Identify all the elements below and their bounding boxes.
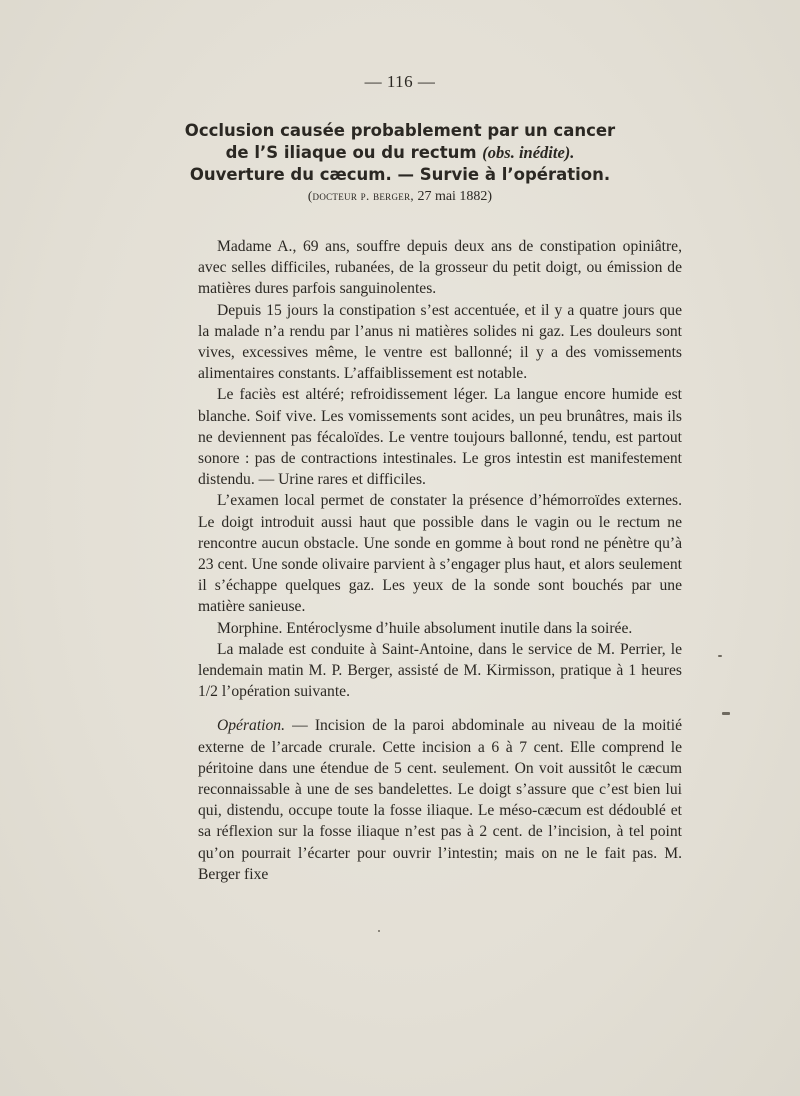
operation-text: — Incision de la paroi abdominale au niveau de la moitié externe de l’arcade crurale. Cette incision a 6 à 7 cent. Elle comprend le péritoine dans une étendue de 5 cent. seulement. On voit aussitôt le cæcum reconnaissable à une de ses bandelettes. Le doigt s’assure que c’est bien lui qui, distendu, occupe toute la fosse iliaque. Le méso-cæcum est dédoublé et sa réflexion sur la fosse iliaque n’est pas à 2 cent. de l’incision, à tel point qu’on pourrait l’écarter pour ouvrir l’intestin; mais on ne le fait pas. M. Berger fixe — [198, 717, 682, 883]
paragraph: L’examen local permet de constater la présence d’hémorroïdes externes. Le doigt introduit aussi haut que possible dans le vagin ou le rectum ne rencontre aucun obstacle. Une sonde en gomme à bout rond ne pénètre qu’à 23 cent. Une sonde olivaire parvient à s’engager plus haut, et alors seulement il s’échappe quelques gaz. Les yeux de la sonde sont bouchés par une matière sanieuse. — [198, 492, 682, 616]
body-text — [198, 236, 682, 885]
paragraph: Morphine. Entéroclysme d’huile absolument inutile dans la soirée. — [217, 619, 633, 637]
operation-paragraph — [198, 715, 682, 885]
operation-label: Opération. — [217, 717, 286, 735]
title-line-2 — [150, 142, 650, 164]
byline — [0, 188, 800, 205]
paragraph: Madame A., 69 ans, souffre depuis deux ans de constipation opiniâtre, avec selles difficiles, rubanées, de la grosseur du petit doigt, ou émission de matières dures parfois sanguinolentes. — [198, 238, 682, 298]
paragraph: Le faciès est altéré; refroidissement léger. La langue encore humide est blanche. Soif vive. Les vomissements sont acides, un peu brunâtres, mais ils ne deviennent pas fécaloïdes. Le ventre toujours ballonné, tendu, est partout sonore : pas de contractions intestinales. Le gros intestin est manifestement distendu. — Urine rares et difficiles. — [198, 386, 682, 489]
paragraph: La malade est conduite à Saint-Antoine, dans le service de M. Perrier, le lendemain matin M. P. Berger, assisté de M. Kirmisson, pratique à 1 heures 1/2 l’opération suivante. — [198, 640, 682, 701]
paper-speck — [718, 655, 722, 657]
paper-speck — [722, 712, 730, 715]
byline-date: 27 mai 1882) — [417, 189, 493, 204]
byline-author: (docteur p. berger, — [307, 188, 414, 203]
title-line-2-main: de l’S iliaque ou du rectum — [225, 143, 477, 162]
paper-speck — [378, 930, 380, 932]
title-line-1: Occlusion causée probablement par un cancer — [184, 121, 616, 140]
title-note: (obs. inédite). — [482, 143, 575, 162]
observation-title — [150, 120, 650, 186]
title-line-3: Ouverture du cæcum. — Survie à l’opération. — [189, 165, 611, 184]
paragraph: Depuis 15 jours la constipation s’est accentuée, et il y a quatre jours que la malade n’a rendu par l’anus ni matières solides ni gaz. Les douleurs sont vives, excessives même, le ventre est ballonné; il y a des vomissements alimentaires constants. L’affaiblissement est notable. — [198, 301, 682, 383]
page-number: — 116 — — [364, 72, 436, 91]
